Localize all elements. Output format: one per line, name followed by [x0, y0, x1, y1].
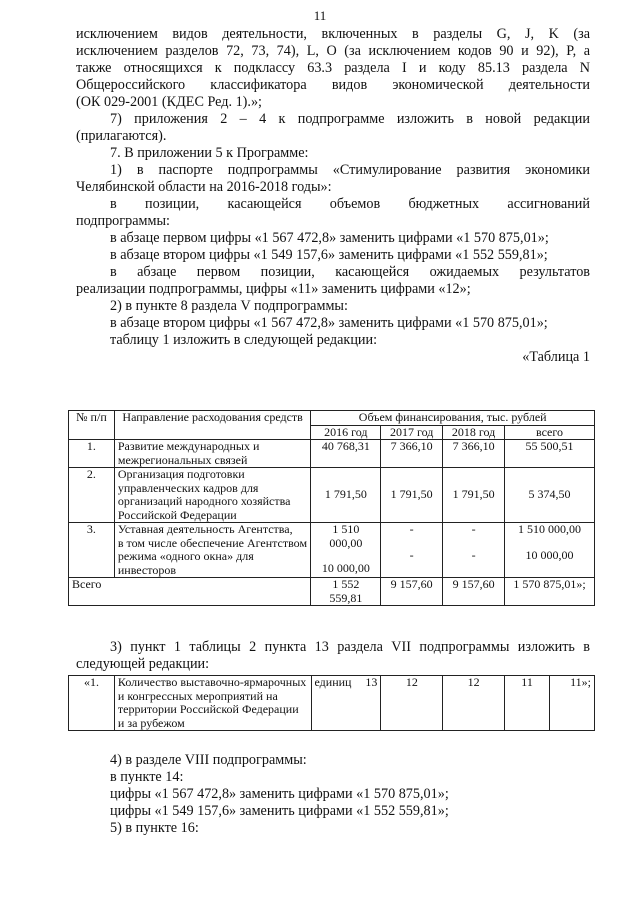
item4-text — [76, 752, 590, 837]
cell-value — [311, 523, 381, 578]
intro-line: Общероссийского классификатора видов экономической деятельности — [76, 77, 590, 93]
row-name: Организация подготовки управленческих кадров для организаций народного хозяйства Российской Федерации — [114, 468, 311, 523]
passport-line: Челябинской области на 2016-2018 годы»: — [76, 179, 332, 195]
row-name: Количество выставочно-ярмарочных и конгрессных мероприятий на территории Российской Федерации и за рубежом — [114, 676, 311, 731]
table-total-row — [69, 578, 595, 606]
item7-heading: 7. В приложении 5 к Программе: — [110, 145, 309, 161]
total-value: 1 570 875,01»; — [505, 578, 595, 606]
expected-line: в абзаце первом позиции, касающейся ожидаемых результатов — [110, 264, 590, 280]
header-year: 2016 год — [311, 425, 381, 440]
item4-a: цифры «1 567 472,8» заменить цифрами «1 570 875,01»; — [110, 786, 449, 802]
indicator-table — [68, 675, 595, 731]
cell-value: 11 — [505, 676, 550, 731]
total-value: 9 157,60 — [443, 578, 505, 606]
cell-value: 7 366,10 — [443, 440, 505, 468]
intro-line: исключением разделов 72, 73, 74), L, O (за исключением кодов 90 и 92), P, а — [76, 43, 590, 59]
total-label: Всего — [69, 578, 311, 606]
abzac-second: в абзаце втором цифры «1 549 157,6» заменить цифрами «1 552 559,81»; — [110, 247, 548, 263]
intro-line: исключением видов деятельности, включенных в разделы G, J, K (за — [76, 26, 590, 42]
header-num: № п/п — [69, 411, 115, 440]
value-sub: - — [409, 547, 414, 562]
item3-line: 3) пункт 1 таблицы 2 пункта 13 раздела VII подпрограммы изложить в — [110, 639, 590, 655]
total-value: 1 552 559,81 — [311, 578, 381, 606]
header-total: всего — [505, 425, 595, 440]
header-year: 2018 год — [443, 425, 505, 440]
item2-abzac: в абзаце втором цифры «1 567 472,8» заменить цифрами «1 570 875,01»; — [110, 315, 548, 331]
cell-value: 7 366,10 — [381, 440, 443, 468]
cell-value: 11»; — [550, 676, 595, 731]
value-sub: - — [471, 547, 476, 562]
table-row — [69, 468, 595, 523]
table-row — [69, 523, 595, 578]
value-sub: 10 000,00 — [525, 547, 574, 562]
table1-intro: таблицу 1 изложить в следующей редакции: — [110, 332, 378, 348]
cell-value: 12 — [381, 676, 443, 731]
intro-line: (ОК 029-2001 (КДЕС Ред. 1).»; — [76, 94, 262, 110]
table1-caption: «Таблица 1 — [522, 349, 590, 365]
expected-line: реализации подпрограммы, цифры «11» заменить цифрами «12»; — [76, 281, 471, 297]
header-year: 2017 год — [381, 425, 443, 440]
cell-value: 13 — [365, 675, 378, 689]
table-row — [69, 676, 595, 731]
value-main: - — [409, 522, 414, 536]
value-main: 1 510 000,00 — [518, 522, 581, 536]
item7-line: (прилагаются). — [76, 128, 167, 144]
cell-value: 1 791,50 — [311, 468, 381, 523]
cell-value: 1 791,50 — [381, 468, 443, 523]
row-num: «1. — [69, 676, 115, 731]
cell-value: 5 374,50 — [505, 468, 595, 523]
cell-value: 12 — [443, 676, 505, 731]
cell-value: 40 768,31 — [311, 440, 381, 468]
table-row — [69, 440, 595, 468]
cell-value — [443, 523, 505, 578]
value-main: - — [471, 522, 476, 536]
row-name: Развитие международных и межрегиональных связей — [114, 440, 311, 468]
item2: 2) в пункте 8 раздела V подпрограммы: — [110, 298, 348, 314]
item5: 5) в пункте 16: — [110, 820, 199, 836]
unit: единиц — [314, 675, 352, 689]
cell-value — [381, 523, 443, 578]
item4-b: цифры «1 549 157,6» заменить цифрами «1 552 559,81»; — [110, 803, 449, 819]
page-number: 11 — [313, 8, 327, 23]
item3-text — [76, 639, 590, 673]
item7-line: 7) приложения 2 – 4 к подпрограмме изложить в новой редакции — [110, 111, 590, 127]
row-num: 1. — [69, 440, 115, 468]
cell-value — [505, 523, 595, 578]
row-num: 3. — [69, 523, 115, 578]
item4: 4) в разделе VIII подпрограммы: — [110, 752, 307, 768]
total-value: 9 157,60 — [381, 578, 443, 606]
cell-value: 55 500,51 — [505, 440, 595, 468]
financing-table — [68, 410, 595, 606]
position-line: подпрограммы: — [76, 213, 170, 229]
intro-line: также относящихся к подклассу 63.3 раздела I и коду 85.13 раздела N — [76, 60, 590, 76]
cell-value: 1 791,50 — [443, 468, 505, 523]
row-name-main: Уставная деятельность Агентства, — [117, 522, 293, 536]
value-sub: 10 000,00 — [321, 561, 370, 575]
item3-line: следующей редакции: — [76, 656, 210, 672]
body-text — [76, 26, 590, 366]
unit-and-value — [311, 676, 381, 731]
item4-p14: в пункте 14: — [110, 769, 184, 785]
row-name — [114, 523, 311, 578]
abzac-first: в абзаце первом цифры «1 567 472,8» заменить цифрами «1 570 875,01»; — [110, 230, 549, 246]
position-line: в позиции, касающейся объемов бюджетных ассигнований — [110, 196, 590, 212]
passport-line: 1) в паспорте подпрограммы «Стимулирование развития экономики — [110, 162, 590, 178]
value-main: 1 510 000,00 — [329, 522, 363, 550]
row-name-sub: в том числе обеспечение Агентством режима «одного окна» для инвесторов — [117, 535, 308, 577]
header-volume: Объем финансирования, тыс. рублей — [311, 411, 595, 426]
row-num: 2. — [69, 468, 115, 523]
header-direction: Направление расходования средств — [114, 411, 311, 440]
